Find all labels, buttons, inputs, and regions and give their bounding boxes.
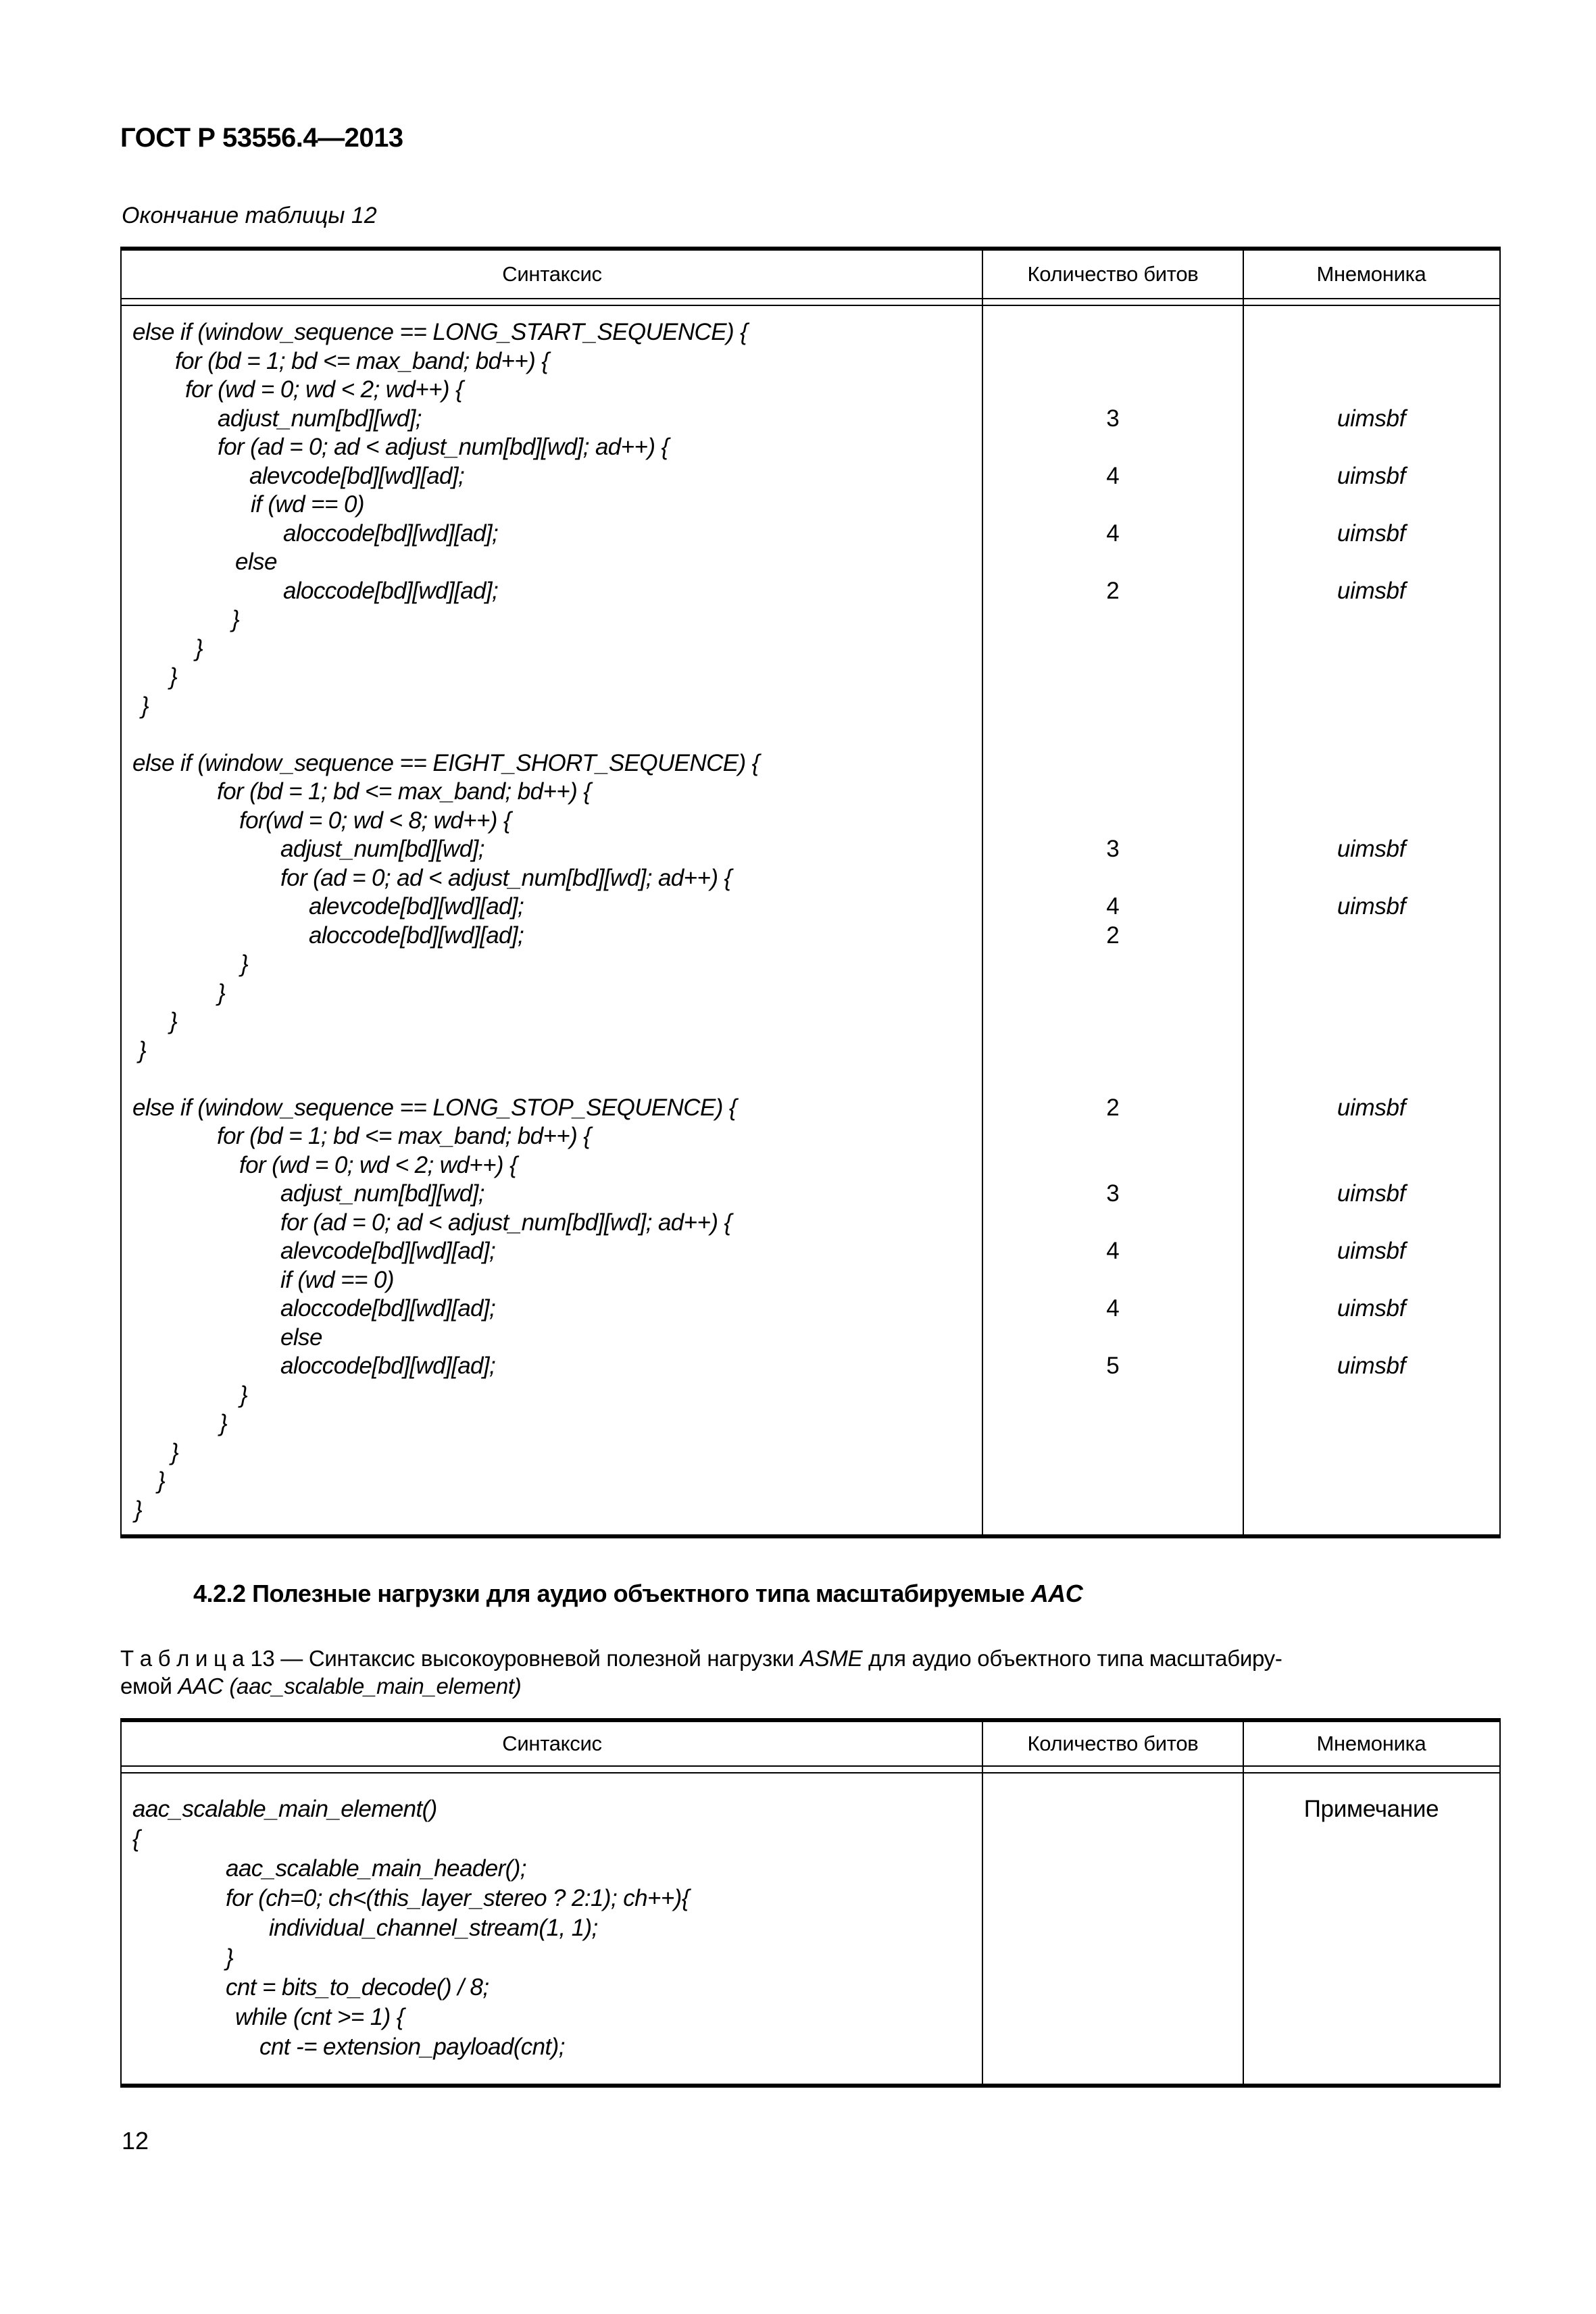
mnemonic-cell: uimsbf xyxy=(1337,1353,1406,1380)
syntax-cell xyxy=(122,720,982,749)
bits-cell xyxy=(982,979,1243,1008)
syntax-cell: alevcode[bd][wd][ad]; xyxy=(249,462,465,489)
table-row xyxy=(122,405,1499,434)
syntax-cell: else xyxy=(235,549,277,576)
table-row xyxy=(122,1266,1499,1295)
table-row xyxy=(122,979,1499,1008)
table-row xyxy=(122,376,1499,405)
mnemonic-cell: uimsbf xyxy=(1337,1094,1406,1121)
bits-cell xyxy=(982,433,1243,462)
table-row xyxy=(122,548,1499,577)
bits-cell xyxy=(982,1884,1243,1913)
syntax-cell: } xyxy=(171,1438,179,1465)
table-row xyxy=(122,1324,1499,1353)
syntax-cell: for (wd = 0; wd < 2; wd++) { xyxy=(239,1151,518,1178)
syntax-cell: adjust_num[bd][wd]; xyxy=(280,836,484,863)
bits-cell xyxy=(982,2003,1243,2032)
table-row xyxy=(122,892,1499,922)
syntax-cell: cnt = bits_to_decode() / 8; xyxy=(226,1974,489,2001)
mnemonic-cell xyxy=(1243,749,1499,778)
table-row xyxy=(122,433,1499,462)
table13-caption-line2 xyxy=(120,1674,521,1699)
syntax-cell: } xyxy=(195,634,203,661)
mnemonic-cell xyxy=(1243,1324,1499,1353)
syntax-cell: for (ad = 0; ad < adjust_num[bd][wd]; ad++) { xyxy=(280,864,732,891)
syntax-cell: if (wd == 0) xyxy=(280,1266,394,1293)
bits-cell: 4 xyxy=(1106,520,1120,547)
table-row xyxy=(122,1007,1499,1036)
mnemonic-cell xyxy=(1243,347,1499,376)
text-run: 4.2.2 Полезные нагрузки для аудио объектного типа масштабируемые xyxy=(193,1580,1031,1607)
mnemonic-cell xyxy=(1243,1122,1499,1151)
table-row xyxy=(122,605,1499,634)
table12-column-divider-1 xyxy=(982,251,983,1534)
table-row xyxy=(122,1094,1499,1123)
syntax-cell: { xyxy=(132,1826,141,1852)
blank-row xyxy=(122,1065,1499,1094)
mnemonic-cell: uimsbf xyxy=(1337,1295,1406,1322)
mnemonic-cell: uimsbf xyxy=(1337,1180,1406,1207)
table13-header-row xyxy=(122,1722,1499,1767)
text-run: AAC (aac_scalable_main_element) xyxy=(178,1674,522,1699)
syntax-cell: aac_scalable_main_element() xyxy=(132,1796,437,1822)
bits-cell xyxy=(982,864,1243,893)
mnemonic-cell xyxy=(1243,1854,1499,1884)
syntax-cell: } xyxy=(170,663,178,690)
table-row xyxy=(122,1496,1499,1525)
mnemonic-cell xyxy=(1243,1065,1499,1094)
syntax-cell: for (ch=0; ch<(this_layer_stereo ? 2:1); ch++){ xyxy=(226,1885,689,1911)
mnemonic-cell xyxy=(1243,720,1499,749)
bits-cell xyxy=(982,1943,1243,1973)
table-row xyxy=(122,1352,1499,1381)
table-12 xyxy=(120,247,1501,1538)
bits-cell: 5 xyxy=(1106,1353,1120,1380)
syntax-cell: } xyxy=(218,979,226,1006)
bits-cell: 4 xyxy=(1106,1295,1120,1322)
bits-cell xyxy=(982,634,1243,663)
table-row xyxy=(122,318,1499,347)
bits-cell xyxy=(982,1122,1243,1151)
mnemonic-cell xyxy=(1243,318,1499,347)
bits-cell: 3 xyxy=(1106,836,1120,863)
bits-cell xyxy=(982,1824,1243,1854)
section-heading xyxy=(193,1580,1082,1608)
mnemonic-cell: uimsbf xyxy=(1337,520,1406,547)
table-row xyxy=(122,491,1499,520)
table-row xyxy=(122,663,1499,692)
mnemonic-cell xyxy=(1243,1496,1499,1525)
mnemonic-cell xyxy=(1243,1381,1499,1410)
bits-cell xyxy=(982,1854,1243,1884)
bits-cell xyxy=(982,692,1243,721)
table-row xyxy=(122,778,1499,807)
bits-cell: 2 xyxy=(1106,577,1120,604)
mnemonic-cell xyxy=(1243,548,1499,577)
table-row xyxy=(122,1973,1499,2003)
mnemonic-cell xyxy=(1243,1266,1499,1295)
bits-cell xyxy=(982,1467,1243,1496)
syntax-cell: else if (window_sequence == LONG_STOP_SEQUENCE) { xyxy=(132,1094,737,1121)
table12-inner xyxy=(122,251,1499,1534)
table-row xyxy=(122,1151,1499,1180)
table-row xyxy=(122,520,1499,549)
bits-cell xyxy=(982,1794,1243,1824)
bits-cell xyxy=(982,807,1243,836)
syntax-cell: adjust_num[bd][wd]; xyxy=(280,1180,484,1207)
blank-row xyxy=(122,720,1499,749)
mnemonic-cell: Примечание xyxy=(1303,1796,1439,1822)
mnemonic-cell xyxy=(1243,1884,1499,1913)
table12-col-header-mnemonic: Мнемоника xyxy=(1316,262,1426,286)
table13-column-divider-2 xyxy=(1243,1722,1244,2084)
syntax-cell: } xyxy=(240,1381,248,1408)
syntax-cell: aloccode[bd][wd][ad]; xyxy=(280,1353,496,1380)
table12-header-double-rule xyxy=(122,299,1499,306)
table-row xyxy=(122,577,1499,606)
table-row xyxy=(122,1122,1499,1151)
bits-cell xyxy=(982,491,1243,520)
syntax-cell: } xyxy=(141,692,149,719)
table-row xyxy=(122,807,1499,836)
table-row xyxy=(122,835,1499,864)
table-row xyxy=(122,2003,1499,2032)
syntax-cell: aloccode[bd][wd][ad]; xyxy=(283,520,499,547)
mnemonic-cell xyxy=(1243,2032,1499,2062)
table-row xyxy=(122,1036,1499,1065)
bits-cell xyxy=(982,1409,1243,1438)
mnemonic-cell xyxy=(1243,807,1499,836)
mnemonic-cell: uimsbf xyxy=(1337,1238,1406,1265)
text-run: емой xyxy=(120,1674,178,1699)
table13-caption xyxy=(120,1644,1501,1700)
bits-cell xyxy=(982,1036,1243,1065)
syntax-cell: } xyxy=(232,606,240,633)
mnemonic-cell xyxy=(1243,634,1499,663)
table-row xyxy=(122,1409,1499,1438)
table12-body xyxy=(122,306,1499,1524)
syntax-cell: cnt -= extension_payload(cnt); xyxy=(259,2034,565,2060)
bits-cell xyxy=(982,1496,1243,1525)
bits-cell: 4 xyxy=(1106,1238,1120,1265)
mnemonic-cell xyxy=(1243,376,1499,405)
syntax-cell: for (bd = 1; bd <= max_band; bd++) { xyxy=(217,778,591,805)
syntax-cell xyxy=(122,1065,982,1094)
table-row xyxy=(122,462,1499,491)
bits-cell xyxy=(982,950,1243,979)
mnemonic-cell xyxy=(1243,1209,1499,1238)
table12-continuation-label: Окончание таблицы 12 xyxy=(122,203,377,228)
syntax-cell: for (wd = 0; wd < 2; wd++) { xyxy=(185,376,464,403)
bits-cell xyxy=(982,1381,1243,1410)
mnemonic-cell xyxy=(1243,1438,1499,1467)
mnemonic-cell xyxy=(1243,1036,1499,1065)
text-run: AAC xyxy=(1030,1580,1083,1607)
table12-column-divider-2 xyxy=(1243,251,1244,1534)
bits-cell xyxy=(982,749,1243,778)
table-13 xyxy=(120,1718,1501,2088)
mnemonic-cell xyxy=(1243,1824,1499,1854)
text-run: Т а б л и ц а 13 — Синтаксис высокоуровневой полезной нагрузки xyxy=(120,1646,800,1671)
mnemonic-cell xyxy=(1243,2003,1499,2032)
syntax-cell: else if (window_sequence == EIGHT_SHORT_SEQUENCE) { xyxy=(132,749,759,776)
syntax-cell: } xyxy=(220,1410,228,1437)
bits-cell xyxy=(982,1209,1243,1238)
mnemonic-cell xyxy=(1243,1943,1499,1973)
mnemonic-cell xyxy=(1243,979,1499,1008)
mnemonic-cell: uimsbf xyxy=(1337,577,1406,604)
text-run: для аудио объектного типа масштабиру- xyxy=(862,1646,1282,1671)
syntax-cell: aloccode[bd][wd][ad]; xyxy=(309,922,524,949)
table-row xyxy=(122,1180,1499,1209)
mnemonic-cell xyxy=(1243,922,1499,951)
bits-cell xyxy=(982,1324,1243,1353)
syntax-cell: } xyxy=(134,1496,143,1523)
bits-cell xyxy=(982,1007,1243,1036)
table-row xyxy=(122,1294,1499,1324)
mnemonic-cell xyxy=(1243,1913,1499,1943)
table12-col-header-bits: Количество битов xyxy=(1027,262,1199,286)
syntax-cell: aloccode[bd][wd][ad]; xyxy=(283,577,499,604)
syntax-cell: alevcode[bd][wd][ad]; xyxy=(309,893,524,920)
mnemonic-cell xyxy=(1243,864,1499,893)
mnemonic-cell xyxy=(1243,663,1499,692)
mnemonic-cell: uimsbf xyxy=(1337,405,1406,432)
bits-cell xyxy=(982,318,1243,347)
syntax-cell: for (ad = 0; ad < adjust_num[bd][wd]; ad++) { xyxy=(280,1209,732,1236)
table13-col-header-syntax: Синтаксис xyxy=(502,1732,602,1755)
table-row xyxy=(122,1884,1499,1913)
table-row xyxy=(122,1209,1499,1238)
table-row xyxy=(122,1854,1499,1884)
bits-cell xyxy=(982,663,1243,692)
bits-cell xyxy=(982,778,1243,807)
syntax-cell: } xyxy=(226,1944,234,1971)
table-row xyxy=(122,922,1499,951)
table-row xyxy=(122,749,1499,778)
text-run: ASME xyxy=(799,1646,863,1671)
table13-column-divider-1 xyxy=(982,1722,983,2084)
bits-cell: 4 xyxy=(1106,893,1120,920)
bits-cell xyxy=(982,1065,1243,1094)
bits-cell: 3 xyxy=(1106,405,1120,432)
page-number: 12 xyxy=(122,2127,149,2155)
bits-cell: 4 xyxy=(1106,462,1120,489)
table13-col-header-bits: Количество битов xyxy=(1027,1732,1199,1755)
bits-cell: 3 xyxy=(1106,1180,1120,1207)
table-row xyxy=(122,634,1499,663)
syntax-cell: adjust_num[bd][wd]; xyxy=(218,405,422,432)
syntax-cell: else if (window_sequence == LONG_START_SEQUENCE) { xyxy=(132,319,748,346)
syntax-cell: aloccode[bd][wd][ad]; xyxy=(280,1295,496,1322)
mnemonic-cell xyxy=(1243,1007,1499,1036)
table-row xyxy=(122,692,1499,721)
table12-header-row xyxy=(122,251,1499,299)
syntax-cell: } xyxy=(157,1467,166,1494)
bits-cell xyxy=(982,2032,1243,2062)
mnemonic-cell xyxy=(1243,491,1499,520)
table-row xyxy=(122,950,1499,979)
syntax-cell: for (bd = 1; bd <= max_band; bd++) { xyxy=(217,1123,591,1150)
mnemonic-cell xyxy=(1243,1151,1499,1180)
table-row xyxy=(122,1943,1499,1973)
table13-col-header-mnemonic: Мнемоника xyxy=(1316,1732,1426,1755)
bits-cell xyxy=(982,548,1243,577)
syntax-cell: } xyxy=(139,1036,147,1063)
syntax-cell: if (wd == 0) xyxy=(251,491,364,518)
bits-cell: 2 xyxy=(1106,1094,1120,1121)
syntax-cell: for (bd = 1; bd <= max_band; bd++) { xyxy=(175,347,549,374)
mnemonic-cell: uimsbf xyxy=(1337,893,1406,920)
mnemonic-cell xyxy=(1243,1409,1499,1438)
bits-cell xyxy=(982,1266,1243,1295)
mnemonic-cell: uimsbf xyxy=(1337,836,1406,863)
table-row xyxy=(122,1237,1499,1266)
table13-body xyxy=(122,1774,1499,2062)
bits-cell xyxy=(982,347,1243,376)
table-row xyxy=(122,1381,1499,1410)
bits-cell xyxy=(982,1438,1243,1467)
table-row xyxy=(122,347,1499,376)
bits-cell xyxy=(982,605,1243,634)
table13-header-double-rule xyxy=(122,1767,1499,1774)
bits-cell xyxy=(982,1151,1243,1180)
document-code-header: ГОСТ Р 53556.4—2013 xyxy=(120,123,403,153)
table-row xyxy=(122,1824,1499,1854)
table-row xyxy=(122,1467,1499,1496)
syntax-cell: } xyxy=(170,1008,178,1035)
table-row xyxy=(122,1794,1499,1824)
table13-caption-line1 xyxy=(120,1646,1282,1671)
table-row xyxy=(122,1913,1499,1943)
mnemonic-cell: uimsbf xyxy=(1337,462,1406,489)
bits-cell xyxy=(982,720,1243,749)
bits-cell xyxy=(982,1913,1243,1943)
syntax-cell: alevcode[bd][wd][ad]; xyxy=(280,1238,496,1265)
mnemonic-cell xyxy=(1243,950,1499,979)
syntax-cell: } xyxy=(241,951,249,978)
table12-col-header-syntax: Синтаксис xyxy=(502,262,602,286)
bits-cell xyxy=(982,376,1243,405)
mnemonic-cell xyxy=(1243,1467,1499,1496)
mnemonic-cell xyxy=(1243,1973,1499,2003)
syntax-cell: else xyxy=(280,1324,322,1351)
table13-inner xyxy=(122,1722,1499,2084)
table-row xyxy=(122,2032,1499,2062)
bits-cell: 2 xyxy=(1106,922,1120,949)
syntax-cell: while (cnt >= 1) { xyxy=(235,2004,404,2030)
mnemonic-cell xyxy=(1243,433,1499,462)
table-row xyxy=(122,864,1499,893)
syntax-cell: aac_scalable_main_header(); xyxy=(226,1855,526,1882)
mnemonic-cell xyxy=(1243,605,1499,634)
syntax-cell: for (ad = 0; ad < adjust_num[bd][wd]; ad++) { xyxy=(218,434,669,461)
table-row xyxy=(122,1438,1499,1467)
syntax-cell: individual_channel_stream(1, 1); xyxy=(269,1915,598,1941)
mnemonic-cell xyxy=(1243,692,1499,721)
bits-cell xyxy=(982,1973,1243,2003)
syntax-cell: for(wd = 0; wd < 8; wd++) { xyxy=(239,807,512,834)
mnemonic-cell xyxy=(1243,778,1499,807)
